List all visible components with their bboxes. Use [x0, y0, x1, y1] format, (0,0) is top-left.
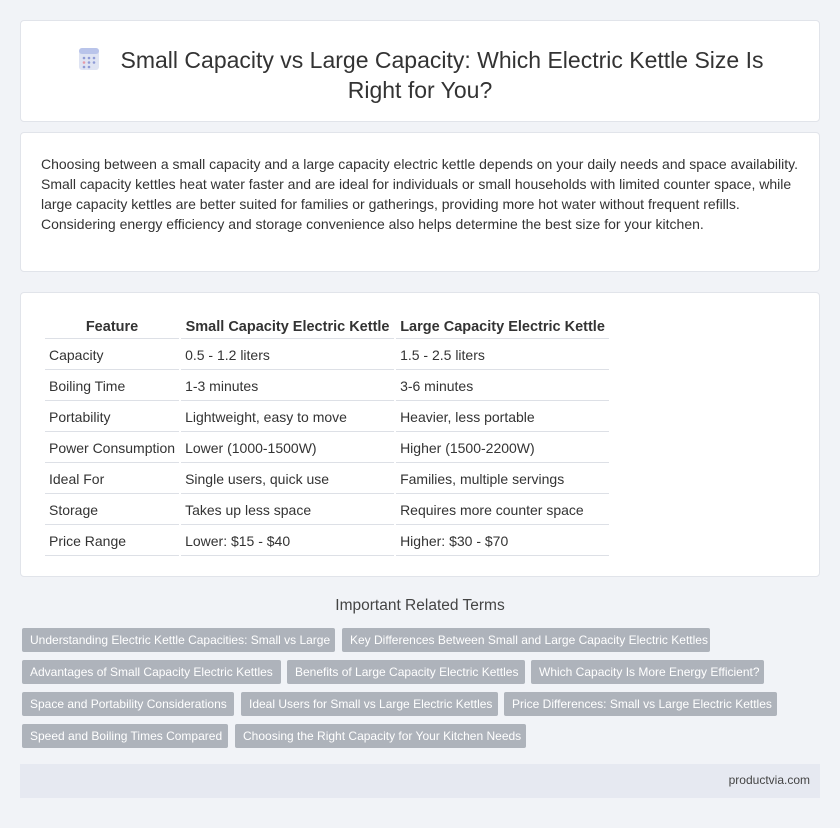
large-cell: Families, multiple servings [396, 465, 609, 494]
page-title: Small Capacity vs Large Capacity: Which Electric Kettle Size Is Right for You? [120, 47, 764, 103]
related-term-tag[interactable]: Understanding Electric Kettle Capacities: Small vs Large [22, 628, 335, 652]
feature-cell: Storage [45, 496, 179, 525]
intro-card [20, 132, 820, 272]
small-cell: 0.5 - 1.2 liters [181, 341, 394, 370]
feature-cell: Capacity [45, 341, 179, 370]
small-cell: Single users, quick use [181, 465, 394, 494]
feature-cell: Boiling Time [45, 372, 179, 401]
table-row [45, 403, 609, 432]
column-header-feature: Feature [45, 317, 179, 339]
small-cell: Lower: $15 - $40 [181, 527, 394, 556]
feature-cell: Price Range [45, 527, 179, 556]
comparison-card [20, 292, 820, 577]
related-term-tag[interactable]: Key Differences Between Small and Large Capacity Electric Kettles [342, 628, 710, 652]
comparison-table [43, 315, 611, 558]
table-row [45, 527, 609, 556]
related-terms-heading: Important Related Terms [335, 597, 505, 614]
large-cell: 1.5 - 2.5 liters [396, 341, 609, 370]
column-header-small: Small Capacity Electric Kettle [181, 317, 394, 339]
large-cell: 3-6 minutes [396, 372, 609, 401]
small-cell: Lightweight, easy to move [181, 403, 394, 432]
document-icon [77, 46, 101, 72]
small-cell: Lower (1000-1500W) [181, 434, 394, 463]
related-term-tag[interactable]: Ideal Users for Small vs Large Electric Kettles [241, 692, 498, 716]
related-term-tag[interactable]: Which Capacity Is More Energy Efficient? [531, 660, 764, 684]
large-cell: Heavier, less portable [396, 403, 609, 432]
large-cell: Requires more counter space [396, 496, 609, 525]
feature-cell: Ideal For [45, 465, 179, 494]
feature-cell: Power Consumption [45, 434, 179, 463]
related-term-tag[interactable]: Benefits of Large Capacity Electric Kettles [287, 660, 525, 684]
table-row [45, 341, 609, 370]
table-row [45, 372, 609, 401]
related-term-tag[interactable]: Speed and Boiling Times Compared [22, 724, 228, 748]
large-cell: Higher (1500-2200W) [396, 434, 609, 463]
small-cell: Takes up less space [181, 496, 394, 525]
intro-text: Choosing between a small capacity and a large capacity electric kettle depends on your daily needs and space availability. Small capacity kettles heat water faster and are ideal for individuals or small households with limited counter space, while large capacity kettles are better suited for families or gatherings, providing more hot water without frequent refills. Considering energy efficiency and storage convenience also helps determine the best size for your kitchen. [41, 156, 798, 232]
page-title-wrap [61, 45, 779, 105]
table-row [45, 465, 609, 494]
table-row [45, 434, 609, 463]
related-term-tag[interactable]: Advantages of Small Capacity Electric Kettles [22, 660, 281, 684]
small-cell: 1-3 minutes [181, 372, 394, 401]
feature-cell: Portability [45, 403, 179, 432]
large-cell: Higher: $30 - $70 [396, 527, 609, 556]
related-term-tag[interactable]: Space and Portability Considerations [22, 692, 234, 716]
title-card [20, 20, 820, 122]
table-row [45, 496, 609, 525]
related-term-tag[interactable]: Price Differences: Small vs Large Electric Kettles [504, 692, 777, 716]
footer [20, 764, 820, 798]
related-term-tag[interactable]: Choosing the Right Capacity for Your Kitchen Needs [235, 724, 526, 748]
table-header-row [45, 317, 609, 339]
footer-site-link[interactable]: productvia.com [728, 773, 810, 787]
column-header-large: Large Capacity Electric Kettle [396, 317, 609, 339]
